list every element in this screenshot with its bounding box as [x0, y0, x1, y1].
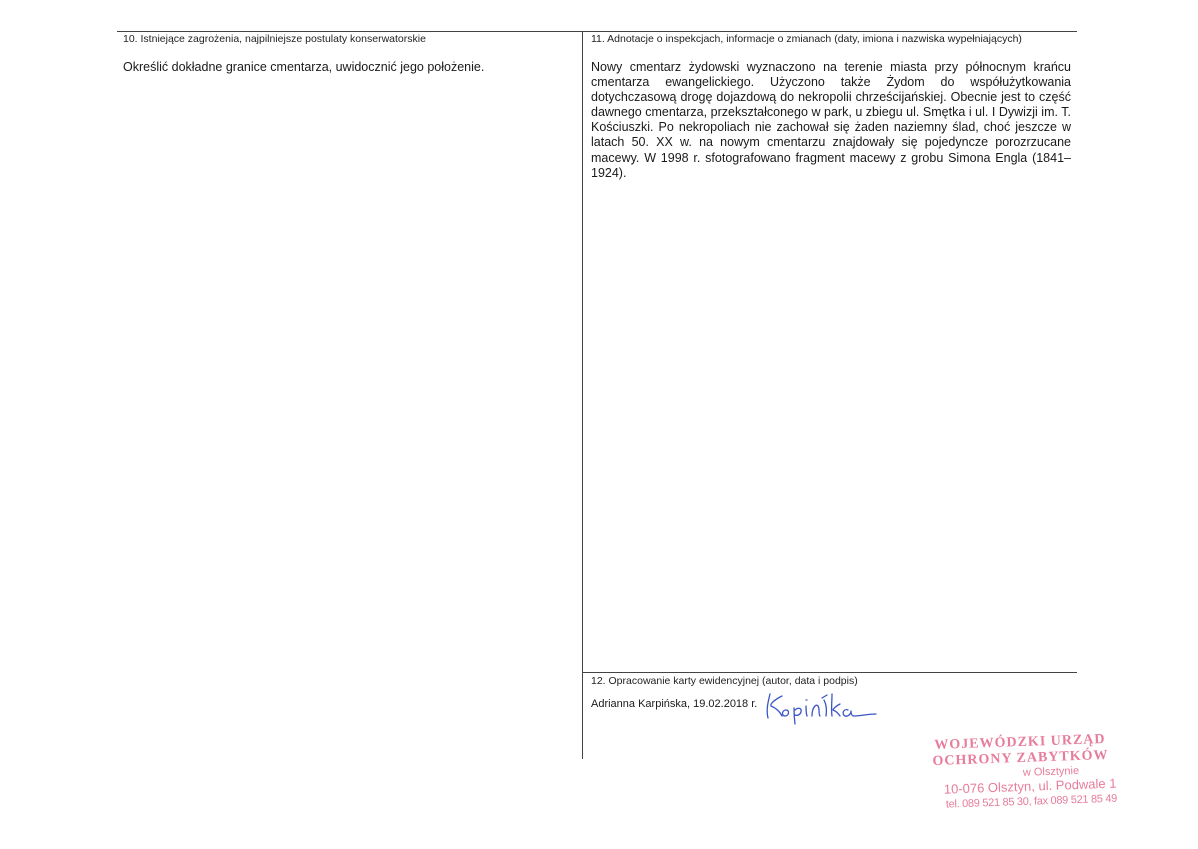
- column-divider: [582, 31, 583, 759]
- office-stamp: [925, 732, 1117, 813]
- section-11-text: [591, 60, 1071, 181]
- section-10-heading: 10. Istniejące zagrożenia, najpilniejsze postulaty konserwatorskie: [123, 33, 426, 45]
- section-12-rule: [582, 672, 1077, 673]
- stamp-line-2: OCHRONY ZABYTKÓW: [932, 747, 1109, 770]
- section-11-heading: 11. Adnotacje o inspekcjach, informacje o zmianach (daty, imiona i nazwiska wypełniających): [591, 33, 1022, 45]
- section-11-body: Nowy cmentarz żydowski wyznaczono na terenie miasta przy północnym krańcu cmentarza ewangelickiego. Użyczono także Żydom do współużytkowania dotychczasową drogę dojazdową do nekropolii chrześcijańskiej. Obecnie jest to część dawnego cmentarza, przekształconego w park, u zbiegu ul. Smętka i ul. I Dywizji im. T. Kościuszki. Po nekropoliach nie zachował się żaden naziemny ślad, choć jeszcze w latach 50. XX w. na nowym cmentarzu znajdowały się pojedyncze porozrzucane macewy. W 1998 r. sfotografowano fragment macewy z grobu Simona Engla (1841–1924).: [591, 60, 1071, 180]
- author-line: Adrianna Karpińska, 19.02.2018 r.: [591, 698, 758, 710]
- stamp-line-5: tel. 089 521 85 30, fax 089 521 85 49: [945, 792, 1118, 811]
- section-12-heading: 12. Opracowanie karty ewidencyjnej (autor, data i podpis): [591, 675, 858, 687]
- stamp-line-3: w Olsztynie: [1022, 764, 1080, 779]
- section-10-text: Określić dokładne granice cmentarza, uwidocznić jego położenie.: [123, 60, 485, 74]
- stamp-line-4: 10-076 Olsztyn, ul. Podwale 1: [943, 775, 1117, 797]
- stamp-line-1: WOJEWÓDZKI URZĄD: [934, 732, 1106, 754]
- handwritten-signature: [762, 686, 882, 726]
- top-rule: [117, 31, 1077, 32]
